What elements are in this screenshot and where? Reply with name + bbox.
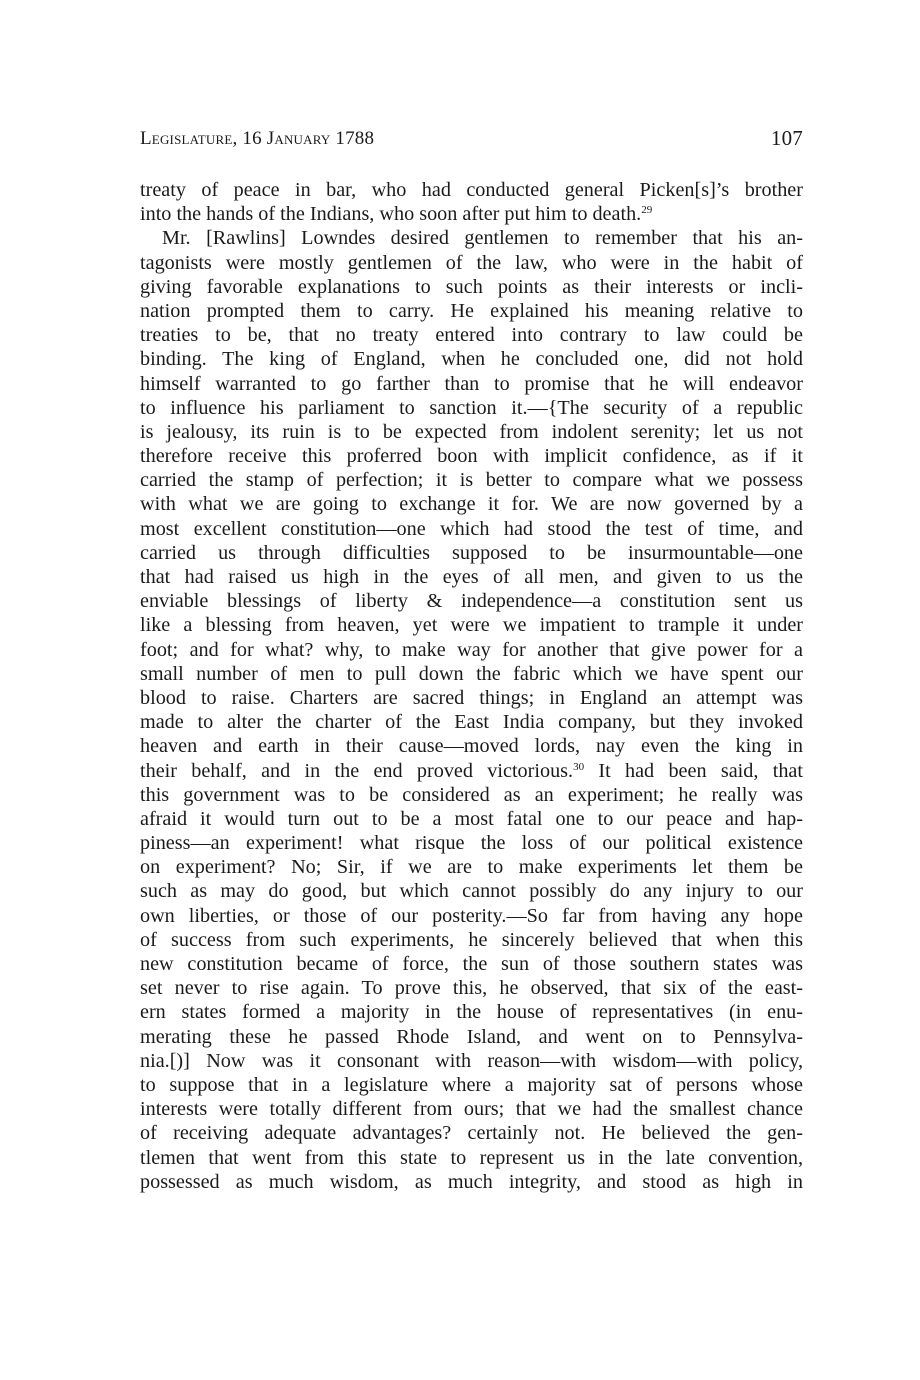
line-text: therefore receive this proferred boon with implicit confidence, as if it bbox=[140, 445, 803, 468]
line-text: Mr. [Rawlins] Lowndes desired gentlemen to remember that his an- bbox=[162, 227, 803, 250]
line-text: tlemen that went from this state to represent us in the late convention, bbox=[140, 1146, 803, 1169]
line-text: heaven and earth in their cause—moved lords, nay even the king in bbox=[140, 735, 803, 758]
text-line bbox=[140, 420, 803, 444]
line-text: nia.[)] Now was it consonant with reason—with wisdom—with policy, bbox=[140, 1049, 803, 1072]
line-text: like a blessing from heaven, yet were we impatient to trample it under bbox=[140, 614, 803, 637]
line-text: on experiment? No; Sir, if we are to make experiments let them be bbox=[140, 856, 803, 879]
line-text: himself warranted to go farther than to promise that he will endeavor bbox=[140, 372, 803, 395]
text-line bbox=[140, 1097, 803, 1121]
line-text: possessed as much wisdom, as much integrity, and stood as high in bbox=[140, 1170, 803, 1193]
line-text: made to alter the charter of the East India company, but they invoked bbox=[140, 711, 803, 734]
running-head bbox=[140, 128, 803, 158]
line-text: giving favorable explanations to such points as their interests or incli- bbox=[140, 275, 803, 298]
text-line bbox=[140, 1146, 803, 1170]
text-line bbox=[140, 1170, 803, 1194]
running-title: Legislature, 16 January 1788 bbox=[140, 128, 375, 149]
line-text: new constitution became of force, the sun of those southern states was bbox=[140, 953, 803, 975]
line-text: interests were totally different from ours; that we had the smallest chance bbox=[140, 1098, 803, 1121]
text-line bbox=[140, 734, 803, 758]
line-text: merating these he passed Rhode Island, and went on to Pennsylva- bbox=[140, 1025, 803, 1048]
text-line bbox=[140, 1000, 803, 1024]
text-line bbox=[140, 1025, 803, 1049]
text-line bbox=[140, 444, 803, 468]
line-text: treaties to be, that no treaty entered into contrary to law could be bbox=[140, 324, 803, 347]
text-line bbox=[140, 976, 803, 1000]
line-text: their behalf, and in the end proved victorious. bbox=[140, 759, 574, 782]
footnote-reference: 29 bbox=[641, 204, 653, 217]
line-text: of success from such experiments, he sincerely believed that when this bbox=[140, 928, 803, 951]
body-text bbox=[140, 178, 803, 1194]
line-text: of receiving adequate advantages? certainly not. He believed the gen- bbox=[140, 1122, 803, 1145]
text-line bbox=[140, 226, 803, 250]
document-page bbox=[140, 128, 803, 1194]
line-text: afraid it would turn out to be a most fatal one to our peace and hap- bbox=[140, 807, 803, 830]
line-text: is jealousy, its ruin is to be expected from indolent serenity; let us not bbox=[140, 420, 803, 443]
line-text: enviable blessings of liberty & independence—a constitution sent us bbox=[140, 590, 803, 613]
line-text: blood to raise. Charters are sacred things; in England an attempt was bbox=[140, 686, 803, 709]
text-line bbox=[140, 202, 803, 226]
text-line bbox=[140, 928, 803, 952]
text-line bbox=[140, 710, 803, 734]
text-line bbox=[140, 347, 803, 371]
line-text: carried us through difficulties supposed to be insurmountable—one bbox=[140, 541, 803, 564]
text-line bbox=[140, 396, 803, 420]
text-line bbox=[140, 783, 803, 807]
line-text: binding. The king of England, when he concluded one, did not hold bbox=[140, 348, 803, 371]
line-text: that had raised us high in the eyes of all men, and given to us the bbox=[140, 566, 803, 588]
text-line bbox=[140, 323, 803, 347]
text-line bbox=[140, 492, 803, 516]
page-number: 107 bbox=[770, 126, 803, 150]
line-text: carried the stamp of perfection; it is better to compare what we possess bbox=[140, 469, 803, 492]
text-line bbox=[140, 1073, 803, 1097]
text-line bbox=[140, 589, 803, 613]
text-line bbox=[140, 831, 803, 855]
text-line bbox=[140, 372, 803, 396]
line-text: nation prompted them to carry. He explained his meaning relative to bbox=[140, 299, 803, 322]
line-text: to suppose that in a legislature where a majority sat of persons whose bbox=[140, 1073, 803, 1096]
footnote-reference: 30 bbox=[573, 760, 585, 773]
text-line bbox=[140, 251, 803, 275]
text-line bbox=[140, 1049, 803, 1073]
line-text: with what we are going to exchange it for. We are now governed by a bbox=[140, 493, 803, 516]
line-text: most excellent constitution—one which had stood the test of time, and bbox=[140, 517, 803, 540]
text-line bbox=[140, 565, 803, 589]
line-text: piness—an experiment! what risque the loss of our political existence bbox=[140, 832, 803, 855]
line-text: to influence his parliament to sanction it.—{The security of a republic bbox=[140, 396, 803, 419]
text-line bbox=[140, 855, 803, 879]
text-line bbox=[140, 686, 803, 710]
text-line bbox=[140, 662, 803, 686]
text-line bbox=[140, 178, 803, 202]
text-line bbox=[140, 1121, 803, 1145]
text-line bbox=[140, 613, 803, 637]
line-text: set never to rise again. To prove this, he observed, that six of the east- bbox=[140, 977, 803, 1000]
text-line bbox=[140, 807, 803, 831]
text-line bbox=[140, 541, 803, 565]
line-text: small number of men to pull down the fabric which we have spent our bbox=[140, 662, 803, 685]
line-text: own liberties, or those of our posterity.—So far from having any hope bbox=[140, 904, 803, 927]
text-line bbox=[140, 904, 803, 928]
text-line bbox=[140, 468, 803, 492]
line-text: into the hands of the Indians, who soon after put him to death. bbox=[140, 203, 642, 226]
text-line bbox=[140, 299, 803, 323]
line-text: treaty of peace in bar, who had conducted general Picken[s]’s brother bbox=[140, 179, 803, 201]
text-line bbox=[140, 638, 803, 662]
line-text: ern states formed a majority in the house of representatives (in enu- bbox=[140, 1001, 803, 1024]
line-text: tagonists were mostly gentlemen of the law, who were in the habit of bbox=[140, 251, 803, 274]
line-text: this government was to be considered as an experiment; he really was bbox=[140, 783, 803, 806]
text-line bbox=[140, 952, 803, 976]
text-line bbox=[140, 517, 803, 541]
text-line bbox=[140, 759, 803, 783]
text-line bbox=[140, 879, 803, 903]
line-text-continued: It had been said, that bbox=[584, 759, 803, 782]
text-line bbox=[140, 275, 803, 299]
line-text: foot; and for what? why, to make way for another that give power for a bbox=[140, 638, 803, 661]
line-text: such as may do good, but which cannot possibly do any injury to our bbox=[140, 880, 803, 903]
